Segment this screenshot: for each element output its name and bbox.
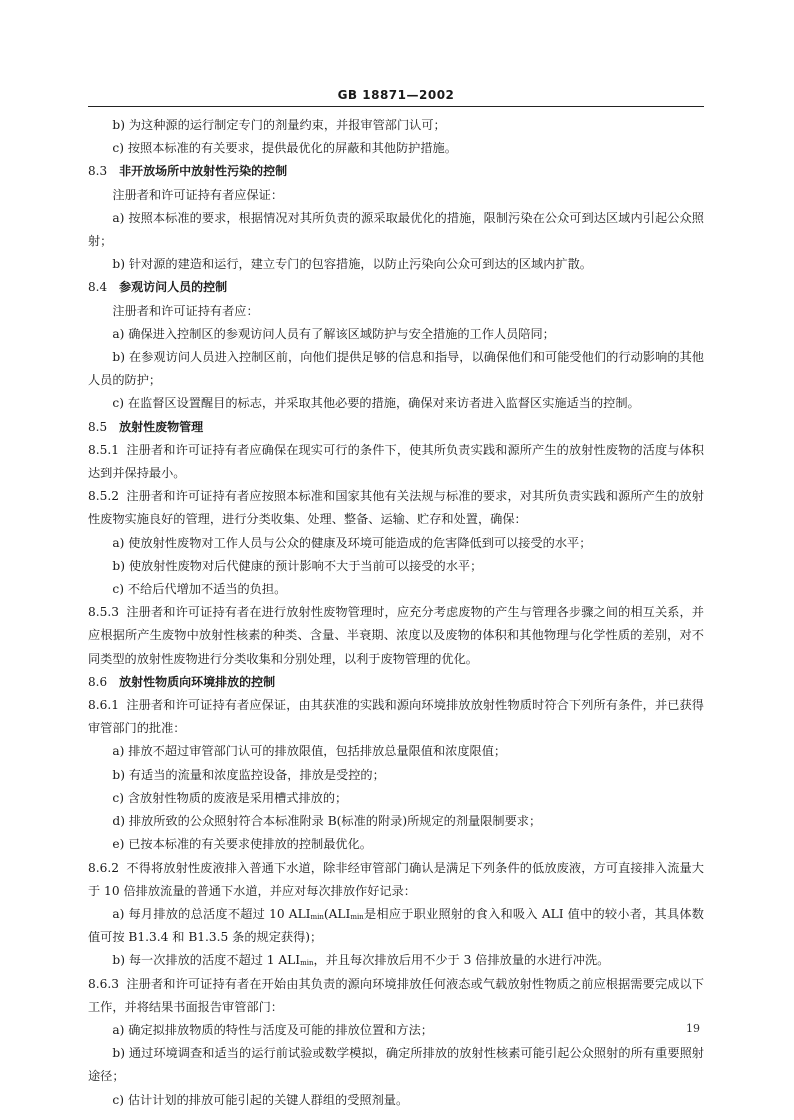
text-run: 是相应于职业照射的食入和吸入 ALI 值中的较小者，其具体数值可按 B1.3.4 和 B1.3.5 条的规定获得)；	[88, 906, 704, 945]
section-title: 参观访问人员的控制	[119, 280, 228, 295]
text-run: a) 每月排放的总活度不超过 10 ALI	[112, 906, 311, 921]
section-number: 8.5	[88, 419, 108, 434]
section-heading	[88, 160, 704, 183]
section-title: 放射性废物管理	[119, 419, 204, 434]
clause-text: 注册者和许可证持有者在进行放射性废物管理时，应充分考虑废物的产生与管理各步骤之间的相互关系，并应根据所产生废物中放射性核素的种类、含量、半衰期、浓度以及废物的体积和其他物理与化学性质的差别，对不同类型的放射性废物进行分类收集和分别处理，以利于废物管理的优化。	[88, 605, 704, 666]
paragraph: c) 按照本标准的有关要求，提供最优化的屏蔽和其他防护措施。	[112, 141, 457, 156]
paragraph: d) 排放所致的公众照射符合本标准附录 B(标准的附录)所规定的剂量限制要求；	[112, 814, 542, 829]
paragraph: c) 估计计划的排放可能引起的关键人群组的受照剂量。	[112, 1092, 409, 1107]
subscript: min	[310, 912, 324, 921]
page-number: 19	[686, 1022, 700, 1035]
subscript: min	[350, 912, 364, 921]
section-number: 8.4	[88, 280, 108, 295]
clause-number: 8.5.3	[88, 605, 120, 620]
clause-paragraph	[88, 601, 704, 671]
section-title: 放射性物质向环境排放的控制	[119, 674, 276, 689]
paragraph: c) 不给后代增加不适当的负担。	[112, 582, 287, 597]
paragraph: b) 针对源的建造和运行，建立专门的包容措施，以防止污染向公众可到达的区域内扩散。	[112, 257, 592, 272]
document-body	[88, 114, 704, 1112]
clause-paragraph	[88, 857, 704, 903]
list-item	[88, 949, 704, 972]
clause-text: 不得将放射性废液排入普通下水道，除非经审管部门确认是满足下列条件的低放废液，方可直接排入流量大于 10 倍排放流量的普通下水道，并应对每次排放作好记录：	[88, 860, 704, 898]
clause-number: 8.6.2	[88, 860, 120, 875]
paragraph: 注册者和许可证持有者应保证：	[112, 187, 284, 202]
section-title: 非开放场所中放射性污染的控制	[119, 164, 288, 179]
paragraph: c) 在监督区设置醒目的标志，并采取其他必要的措施，确保对来访者进入监督区实施适当的控制。	[112, 396, 640, 411]
clause-paragraph	[88, 439, 704, 485]
clause-number: 8.6.1	[88, 698, 120, 713]
clause-text: 注册者和许可证持有者应确保在现实可行的条件下，使其所负责实践和源所产生的放射性废物的活度与体积达到并保持最小。	[88, 442, 704, 481]
section-heading	[88, 671, 704, 694]
text-run: (ALI	[323, 906, 351, 921]
paragraph: 注册者和许可证持有者应：	[112, 303, 259, 318]
clause-text: 注册者和许可证持有者应保证，由其获准的实践和源向环境排放放射性物质时符合下列所有条件，并已获得审管部门的批准：	[88, 698, 704, 736]
clause-number: 8.5.2	[88, 489, 120, 504]
paragraph: a) 确定拟排放物质的特性与活度及可能的排放位置和方法；	[112, 1022, 433, 1037]
paragraph: c) 含放射性物质的废液是采用槽式排放的；	[112, 790, 348, 805]
paragraph: b) 有适当的流量和浓度监控设备，排放是受控的；	[112, 767, 385, 782]
clause-text: 注册者和许可证持有者在开始由其负责的源向环境排放任何液态或气载放射性物质之前应根据需要完成以下工作，并将结果书面报告审管部门：	[88, 976, 704, 1014]
section-number: 8.3	[88, 164, 108, 179]
clause-paragraph	[88, 694, 704, 740]
list-item	[88, 903, 704, 949]
clause-text: 注册者和许可证持有者应按照本标准和国家其他有关法规与标准的要求，对其所负责实践和源所产生的放射性废物实施良好的管理，进行分类收集、处理、整备、运输、贮存和处置，确保：	[88, 489, 704, 527]
paragraph: a) 使放射性废物对工作人员与公众的健康及环境可能造成的危害降低到可以接受的水平；	[112, 535, 592, 550]
section-number: 8.6	[88, 674, 108, 689]
section-heading	[88, 276, 704, 299]
clause-paragraph	[88, 973, 704, 1019]
paragraph: e) 已按本标准的有关要求使排放的控制最优化。	[112, 837, 372, 852]
page-header	[88, 84, 704, 107]
standard-number: GB 18871—2002	[337, 88, 455, 102]
clause-paragraph	[88, 485, 704, 531]
paragraph: b) 通过环境调查和适当的运行前试验或数学模拟，确定所排放的放射性核素可能引起公众照射的所有重要照射途径；	[88, 1046, 704, 1084]
section-heading	[88, 416, 704, 439]
text-run: ，并且每次排放后用不少于 3 倍排放量的水进行冲洗。	[313, 953, 610, 968]
subscript: min	[300, 959, 314, 968]
paragraph: a) 按照本标准的要求，根据情况对其所负责的源采取最优化的措施，限制污染在公众可到达区域内引起公众照射；	[88, 210, 704, 249]
clause-number: 8.5.1	[88, 442, 120, 457]
paragraph: a) 排放不超过审管部门认可的排放限值，包括排放总量限值和浓度限值；	[112, 744, 507, 759]
text-run: b) 每一次排放的活度不超过 1 ALI	[112, 953, 301, 968]
paragraph: b) 在参观访问人员进入控制区前，向他们提供足够的信息和指导，以确保他们和可能受他们的行动影响的其他人员的防护；	[88, 350, 704, 388]
paragraph: b) 使放射性废物对后代健康的预计影响不大于当前可以接受的水平；	[112, 558, 483, 573]
paragraph: a) 确保进入控制区的参观访问人员有了解该区域防护与安全措施的工作人员陪同；	[112, 326, 555, 341]
clause-number: 8.6.3	[88, 976, 120, 991]
paragraph: b) 为这种源的运行制定专门的剂量约束，并报审管部门认可；	[112, 118, 446, 132]
